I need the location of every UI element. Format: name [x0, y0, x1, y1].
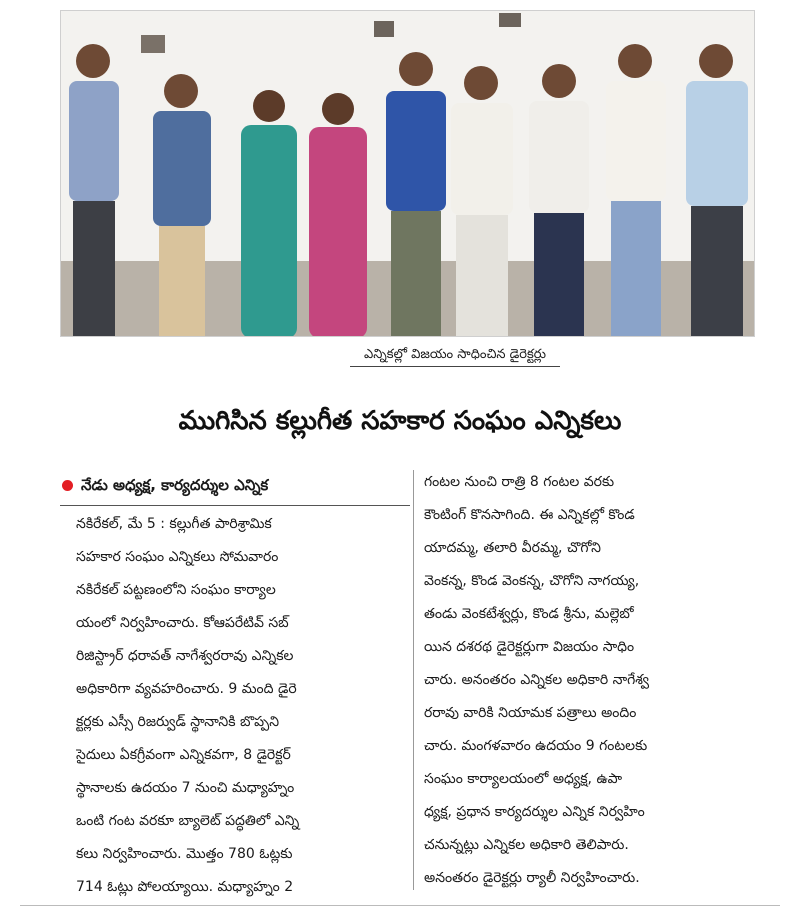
person-figure: [309, 93, 367, 337]
news-photo: [60, 10, 755, 337]
group-photo-illustration: [61, 11, 755, 337]
subheadline-text: నేడు అధ్యక్ష, కార్యదర్శుల ఎన్నిక: [81, 476, 269, 494]
person-figure: [606, 44, 666, 337]
article-line: నకిరేకల్, మే 5 : కల్లుగీత పారిశ్రామిక: [76, 516, 272, 532]
article-line: రరావు వారికి నియామక పత్రాలు అందిం: [424, 705, 637, 721]
article-line: చనున్నట్లు ఎన్నికల అధికారి తెలిపారు.: [424, 837, 629, 853]
article-line: స్థానాలకు ఉదయం 7 నుంచి మధ్యాహ్నం: [76, 780, 295, 796]
photo-caption: ఎన్నికల్లో విజయం సాధించిన డైరెక్టర్లు: [350, 345, 560, 367]
article-line: చారు. మంగళవారం ఉదయం 9 గంటలకు: [424, 738, 648, 754]
subheadline: [62, 472, 402, 500]
person-figure: [529, 64, 589, 337]
article-line: 714 ఓట్లు పోలయ్యాయి. మధ్యాహ్నం 2: [76, 879, 294, 895]
person-figure: [386, 52, 446, 337]
article-line: యంలో నిర్వహించారు. కోఆపరేటివ్ సబ్: [76, 615, 289, 631]
article-line: కలు నిర్వహించారు. మొత్తం 780 ఓట్లకు: [76, 846, 293, 862]
red-bullet-icon: [62, 480, 73, 491]
person-figure: [241, 90, 297, 337]
article-line: సంఘం కార్యాలయంలో అధ్యక్ష, ఉపా: [424, 771, 623, 787]
person-figure: [686, 44, 748, 337]
article-line: ధ్యక్ష, ప్రధాన కార్యదర్శుల ఎన్నిక నిర్వహిం: [424, 804, 645, 820]
headline: ముగిసిన కల్లుగీత సహకార సంఘం ఎన్నికలు: [178, 406, 622, 436]
article-line: క్టర్లకు ఎస్సీ రిజర్వుడ్ స్థానానికి బొప్పని: [76, 714, 280, 730]
article-line: అధికారిగా వ్యవహరించారు. 9 మంది డైరె: [76, 681, 297, 697]
subhead-divider: [60, 505, 410, 506]
article-column-right: [424, 466, 764, 895]
article-line: ఒంటి గంట వరకూ బ్యాలెట్ పద్ధతిలో ఎన్ని: [76, 813, 300, 829]
person-figure: [69, 44, 119, 337]
article-line: కౌంటింగ్ కొనసాగింది. ఈ ఎన్నికల్లో కొండ: [424, 507, 635, 523]
person-figure: [153, 74, 211, 336]
article-line: యాదమ్మ, తలారి వీరమ్మ, చొగోని: [424, 540, 602, 556]
article-line: సహకార సంఘం ఎన్నికలు సోమవారం: [76, 549, 279, 565]
person-figure: [451, 66, 513, 337]
article-line: యిన దశరథ డైరెక్టర్లుగా విజయం సాధిం: [424, 639, 635, 655]
article-line: గంటల నుంచి రాత్రి 8 గంటల వరకు: [424, 474, 615, 490]
article-line: అనంతరం డైరెక్టర్లు ర్యాలీ నిర్వహించారు.: [424, 870, 640, 886]
article-line: సైదులు ఏకగ్రీవంగా ఎన్నికవగా, 8 డైరెక్టర్: [76, 747, 291, 763]
bottom-divider: [20, 905, 780, 906]
article-column-left: [76, 508, 406, 904]
column-divider: [413, 470, 414, 890]
article-line: వెంకన్న, కొండ వెంకన్న, చొగోని నాగయ్య,: [424, 573, 640, 589]
article-line: తండు వెంకటేశ్వర్లు, కొండ శ్రీను, మల్లెబో: [424, 606, 634, 622]
article-line: చారు. అనంతరం ఎన్నికల అధికారి నాగేశ్వ: [424, 672, 650, 688]
article-line: రిజిస్ట్రార్ ధరావత్ నాగేశ్వరరావు ఎన్నికల: [76, 648, 294, 664]
article-line: నకిరేకల్ పట్టణంలోని సంఘం కార్యాల: [76, 582, 276, 598]
